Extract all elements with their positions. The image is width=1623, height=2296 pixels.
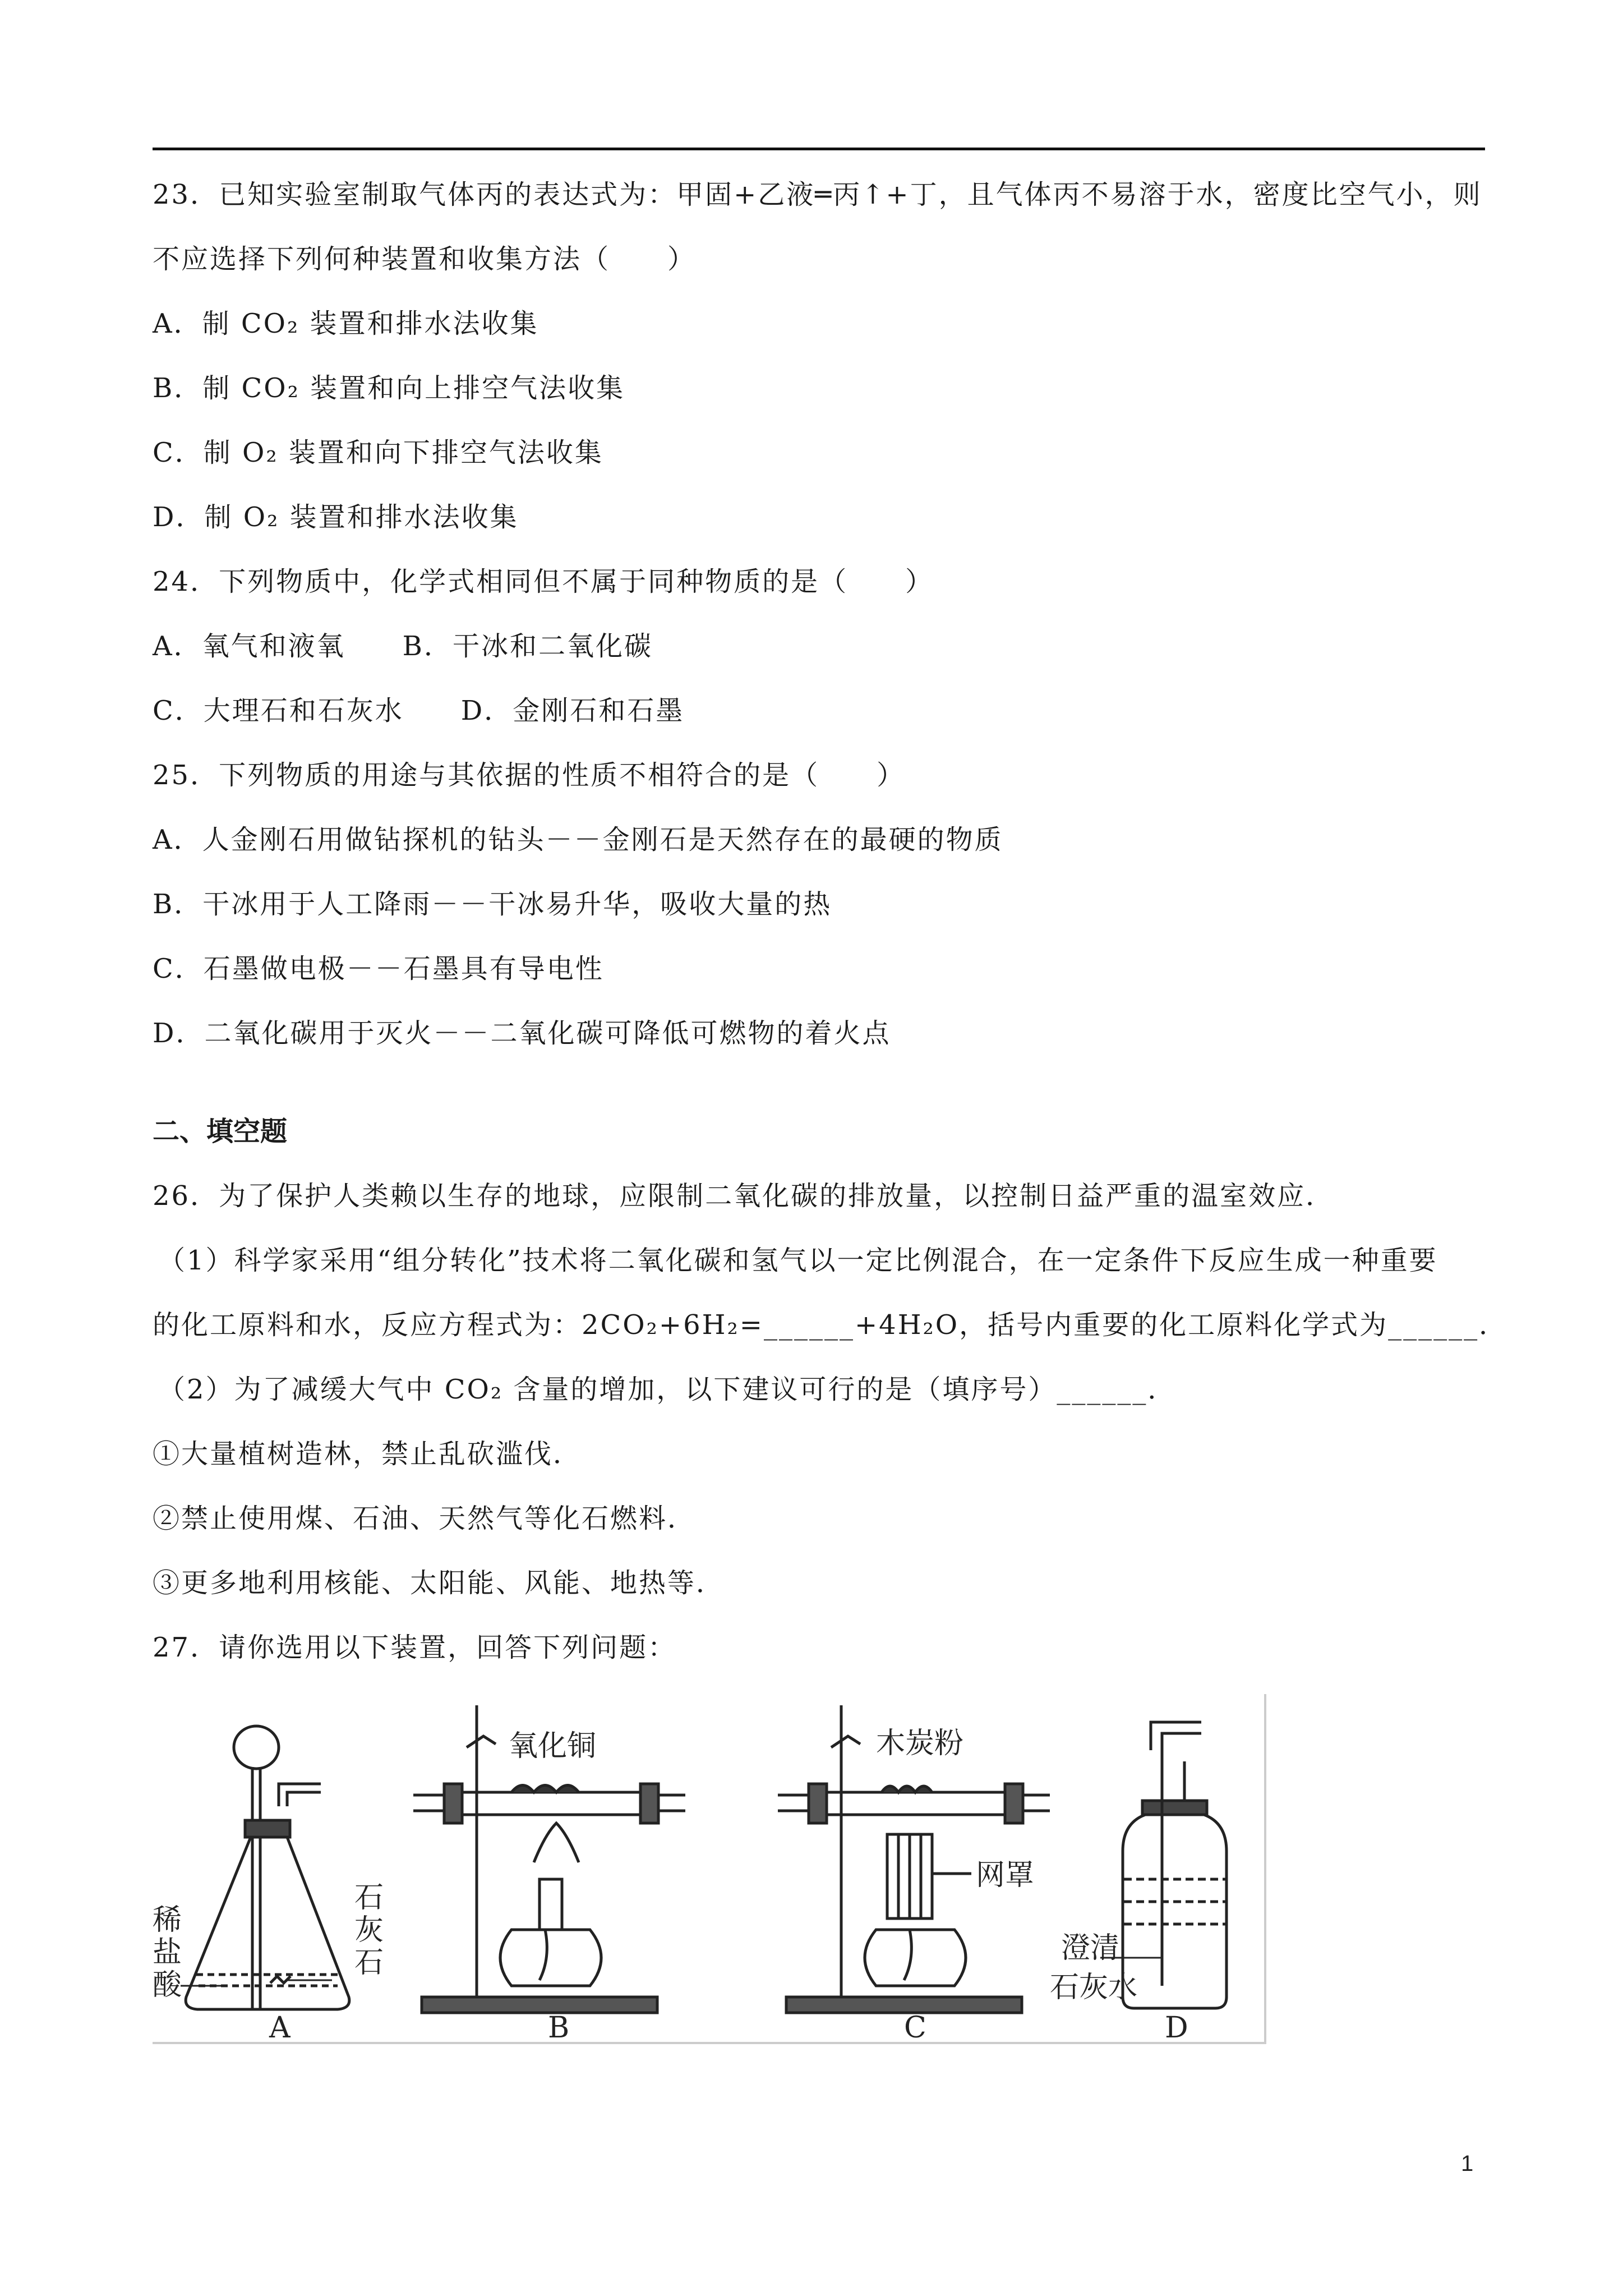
apparatus-a	[181, 1726, 349, 2009]
apparatus-diagram	[153, 1694, 1264, 2042]
letter-a: A	[269, 2011, 291, 2042]
q23-stem-line1: 23．已知实验室制取气体丙的表达式为：甲固+乙液═丙↑+丁，且气体丙不易溶于水，密度比空气小，则	[153, 179, 1482, 210]
label-charcoal-powder: 木炭粉	[876, 1727, 964, 1760]
label-copper-oxide: 氧化铜	[509, 1729, 597, 1763]
label-lime-2: 灰	[354, 1913, 384, 1947]
label-limewater: 石灰水	[1050, 1971, 1138, 2004]
q24-stem: 24．下列物质中，化学式相同但不属于同种物质的是（ ）	[153, 566, 934, 597]
q26-stem: 26．为了保护人类赖以生存的地球，应限制二氧化碳的排放量，以控制日益严重的温室效应．	[153, 1180, 1335, 1212]
q23-option-d: D．制 O₂ 装置和排水法收集	[153, 501, 519, 533]
q26-part1-line2: 的化工原料和水，反应方程式为：2CO₂+6H₂=______+4H₂O，括号内重要的化工原料化学式为______．	[153, 1309, 1508, 1341]
header-rule	[153, 148, 1485, 150]
q27-stem: 27．请你选用以下装置，回答下列问题：	[153, 1632, 677, 1663]
apparatus-d	[1100, 1722, 1227, 2008]
page-number: 1	[1461, 2151, 1474, 2176]
apparatus-figure	[153, 1694, 1266, 2044]
q26-choice-2: ②禁止使用煤、石油、天然气等化石燃料．	[153, 1503, 697, 1534]
label-clear: 澄清	[1061, 1931, 1120, 1965]
label-lime-1: 石	[354, 1881, 384, 1915]
q25-stem: 25．下列物质的用途与其依据的性质不相符合的是（ ）	[153, 760, 906, 791]
label-acid: 酸	[153, 1968, 182, 2002]
q24-options-ab: A．氧气和液氧 B．干冰和二氧化碳	[153, 631, 653, 662]
q23-stem-line2: 不应选择下列何种装置和收集方法（ ）	[153, 243, 697, 275]
letter-c: C	[904, 2011, 926, 2042]
label-mesh-hood: 网罩	[976, 1858, 1035, 1892]
letter-b: B	[548, 2011, 570, 2042]
label-dilute: 稀	[153, 1903, 182, 1937]
label-hydrochloric: 盐	[153, 1936, 182, 1970]
q25-option-c: C．石墨做电极－－石墨具有导电性	[153, 953, 604, 984]
q23-option-b: B．制 CO₂ 装置和向上排空气法收集	[153, 372, 625, 404]
q26-part1-line1: （1）科学家采用“组分转化”技术将二氧化碳和氢气以一定比例混合，在一定条件下反应生成一种重要	[158, 1245, 1438, 1276]
q23-option-a: A．制 CO₂ 装置和排水法收集	[153, 308, 539, 339]
q23-option-c: C．制 O₂ 装置和向下排空气法收集	[153, 437, 603, 468]
section-heading: 二、填空题	[153, 1116, 288, 1147]
q26-choice-1: ①大量植树造林，禁止乱砍滥伐．	[153, 1438, 582, 1470]
page-content	[153, 163, 1508, 1680]
label-lime-3: 石	[354, 1946, 384, 1980]
q26-choice-3: ③更多地利用核能、太阳能、风能、地热等．	[153, 1567, 725, 1599]
q26-part2: （2）为了减缓大气中 CO₂ 含量的增加，以下建议可行的是（填序号）______．	[158, 1374, 1177, 1405]
q25-option-d: D．二氧化碳用于灭火－－二氧化碳可降低可燃物的着火点	[153, 1018, 891, 1049]
letter-d: D	[1165, 2011, 1188, 2042]
q25-option-a: A．人金刚石用做钻探机的钻头－－金刚石是天然存在的最硬的物质	[153, 824, 1003, 855]
q25-option-b: B．干冰用于人工降雨－－干冰易升华，吸收大量的热	[153, 889, 832, 920]
q24-options-cd: C．大理石和石灰水 D．金刚石和石墨	[153, 695, 685, 726]
